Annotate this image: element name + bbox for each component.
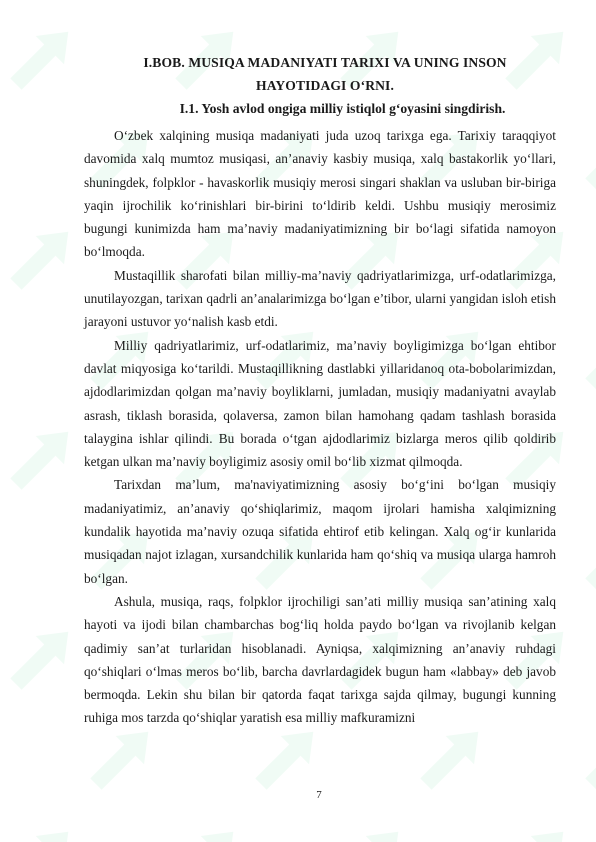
paragraph: Milliy qadriyatlarimiz, urf-odatlarimiz, ma’naviy boyligimizga bo‘lgan ehtibor davlat miqyosiga ko‘tarildi. Mustaqillikning dastlabki yillaridanoq ota-bobolarimizdan, ajdodlarimizdan qolgan ma’naviy boyliklarni, jumladan, musiqiy madaniyatni avaylab asrash, tiklash borasida, qolaversa, zamon bilan hamohang qadam tashlash borasida talaygina ishlar qilindi. Bu borada o‘tgan ajdodlarimiz bizlarga meros qilib qoldirib ketgan ulkan ma’naviy boyligimiz asosiy omil bo‘lib xizmat qilmoqda. [84, 337, 556, 470]
chapter-title-line1: I.BOB. MUSIQA MADANIYATI TARIXI VA UNING INSON [143, 55, 507, 70]
page-number: 7 [316, 789, 322, 801]
section-title: I.1. Yosh avlod ongiga milliy istiqlol g‘oyasini singdirish. [179, 101, 506, 116]
paragraph: O‘zbek xalqining musiqa madaniyati juda uzoq tarixga ega. Tarixiy taraqqiyot davomida xalq mumtoz musiqasi, an’anaviy kasbiy musiqa, xalq bastakorlik yo‘llari, shuningdek, folpklor - havaskorlik musiqiy merosi singari shaklan va usluban bir-biriga yaqin ijrochilik ko‘rinishlari bir-birini to‘ldirib keldi. Ushbu musiqiy merosimiz bugungi kunimizda ham ma’naviy madaniyatimizning bir bo‘lagi sifatida namoyon bo‘lmoqda. [84, 128, 556, 260]
paragraph: Tarixdan ma’lum, ma'naviyatimizning asosiy bo‘g‘ini bo‘lgan musiqiy madaniyatimiz, an’anaviy qo‘shiqlarimiz, maqom ijrolari hamisha xalqimizning kundalik hayotida ma’naviy ozuqa sifatida ehtirof etib kelingan. Xalq og‘ir kunlarida musiqadan najot izlagan, xursandchilik kunlarida ham qo‘shiq va musiqa ularga hamroh bo‘lgan. [84, 477, 556, 586]
chapter-title-line2: HAYOTIDAGI O‘RNI. [256, 78, 394, 93]
paragraph: Mustaqillik sharofati bilan milliy-ma’naviy qadriyatlarimizga, urf-odatlarimizga, unutilayozgan, tarixan qadrli an’analarimizga bo‘lgan e’tibor, ularni yangidan isloh etish jarayoni ustuvor yo‘nalish kasb etdi. [84, 267, 556, 330]
body-text [84, 124, 556, 730]
paragraph: Ashula, musiqa, raqs, folpklor ijrochiligi san’ati milliy musiqa san’atining xalq hayoti va ijodi bilan chambarchas bog‘liq holda paydo bo‘lgan va rivojlanib kelgan qadimiy san’at turlaridan hisoblanadi. Ayniqsa, xalqimizning an’anaviy ruhdagi qo‘shiqlari o‘lmas meros bo‘lib, barcha davrlardagidek bugun ham «labbay» deb javob bermoqda. Lekin shu bilan bir qatorda faqat tarixga sajda qilmay, bugungi kunning ruhiga mos tarzda qo‘shiqlar yaratish esa milliy mafkuramizni [84, 593, 556, 726]
